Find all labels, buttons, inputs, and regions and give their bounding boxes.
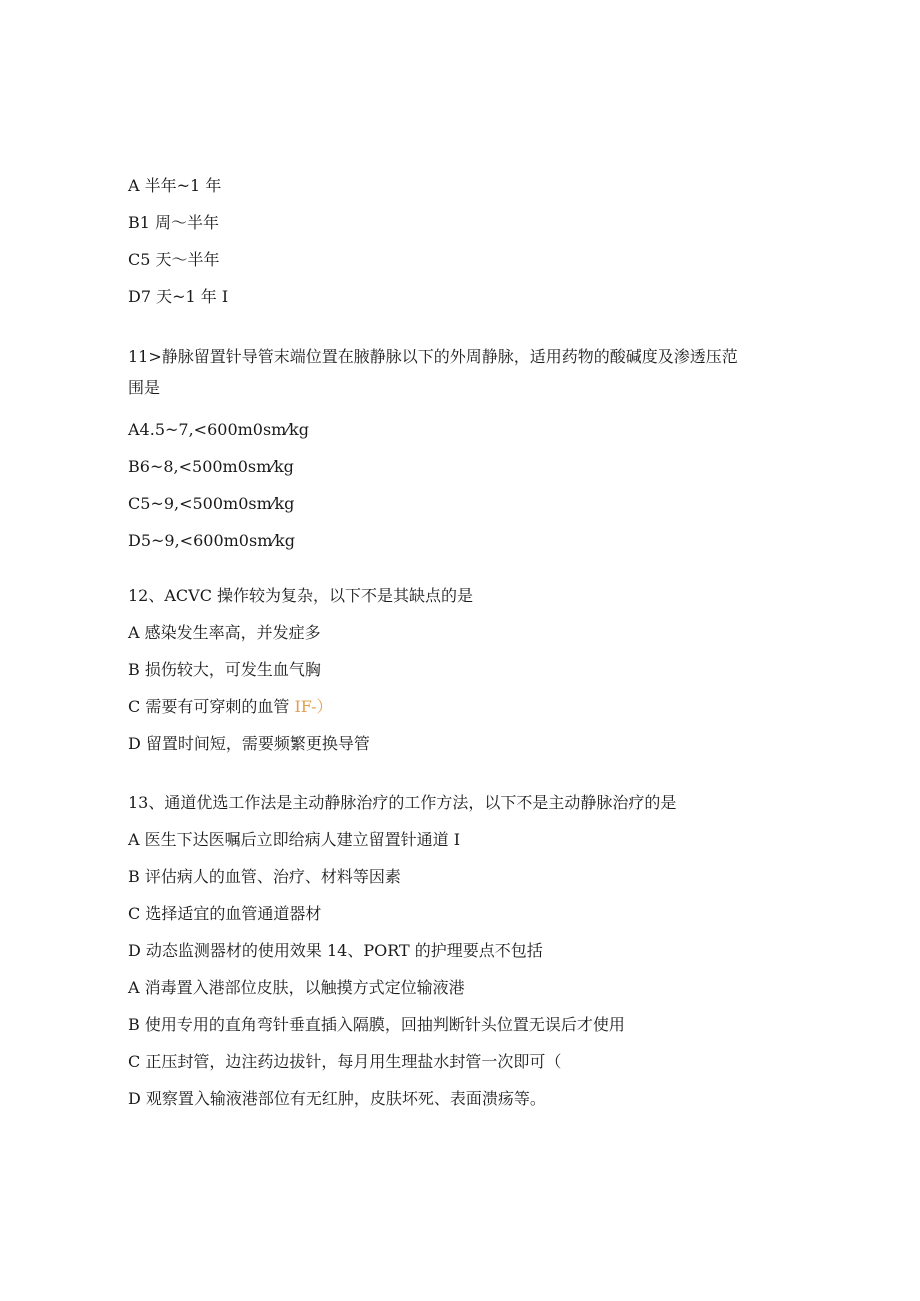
q14-option-c: C 正压封管，边注药边拔针，每月用生理盐水封管一次即可（	[128, 1052, 562, 1071]
q13-option-a: A 医生下达医嘱后立即给病人建立留置针通道 I	[128, 830, 461, 849]
q12-option-d: D 留置时间短，需要频繁更换导管	[128, 734, 370, 753]
q12-option-a: A 感染发生率高，并发症多	[128, 623, 321, 642]
q11-stem-line1: 11>静脉留置针导管末端位置在腋静脉以下的外周静脉，适用药物的酸碱度及渗透压范	[128, 347, 738, 366]
q11-stem-line2: 围是	[128, 378, 161, 397]
q14-option-d: D 观察置入输液港部位有无红肿，皮肤坏死、表面溃疡等。	[128, 1089, 546, 1108]
q13-option-c: C 选择适宜的血管通道器材	[128, 904, 322, 923]
q10-option-c: C5 天～半年	[128, 250, 220, 269]
q11-option-b: B6~8,<500m0sm⁄kg	[128, 457, 294, 476]
q12-option-b: B 损伤较大，可发生血气胸	[128, 660, 321, 679]
q11-option-d: D5~9,<600m0sm⁄kg	[128, 531, 295, 550]
q12-option-c-text: C 需要有可穿刺的血管	[128, 697, 290, 716]
q12-option-c-mark: IF-）	[294, 697, 333, 716]
q12-option-c	[128, 696, 333, 718]
q12-stem: 12、ACVC 操作较为复杂，以下不是其缺点的是	[128, 586, 474, 605]
q11-option-c: C5~9,<500m0sm⁄kg	[128, 494, 295, 513]
q13-stem: 13、通道优选工作法是主动静脉治疗的工作方法，以下不是主动静脉治疗的是	[128, 793, 677, 812]
q10-option-d: D7 天~1 年 I	[128, 287, 229, 306]
q11-option-a: A4.5~7,<600m0sm⁄kg	[128, 420, 309, 439]
q10-option-b: B1 周～半年	[128, 213, 220, 232]
q10-option-a: A 半年~1 年	[128, 176, 222, 195]
q14-option-a: A 消毒置入港部位皮肤，以触摸方式定位输液港	[128, 978, 465, 997]
q14-option-b: B 使用专用的直角弯针垂直插入隔膜，回抽判断针头位置无误后才使用	[128, 1015, 625, 1034]
q13-option-b: B 评估病人的血管、治疗、材料等因素	[128, 867, 401, 886]
q13-option-d: D 动态监测器材的使用效果 14、PORT 的护理要点不包括	[128, 941, 543, 960]
